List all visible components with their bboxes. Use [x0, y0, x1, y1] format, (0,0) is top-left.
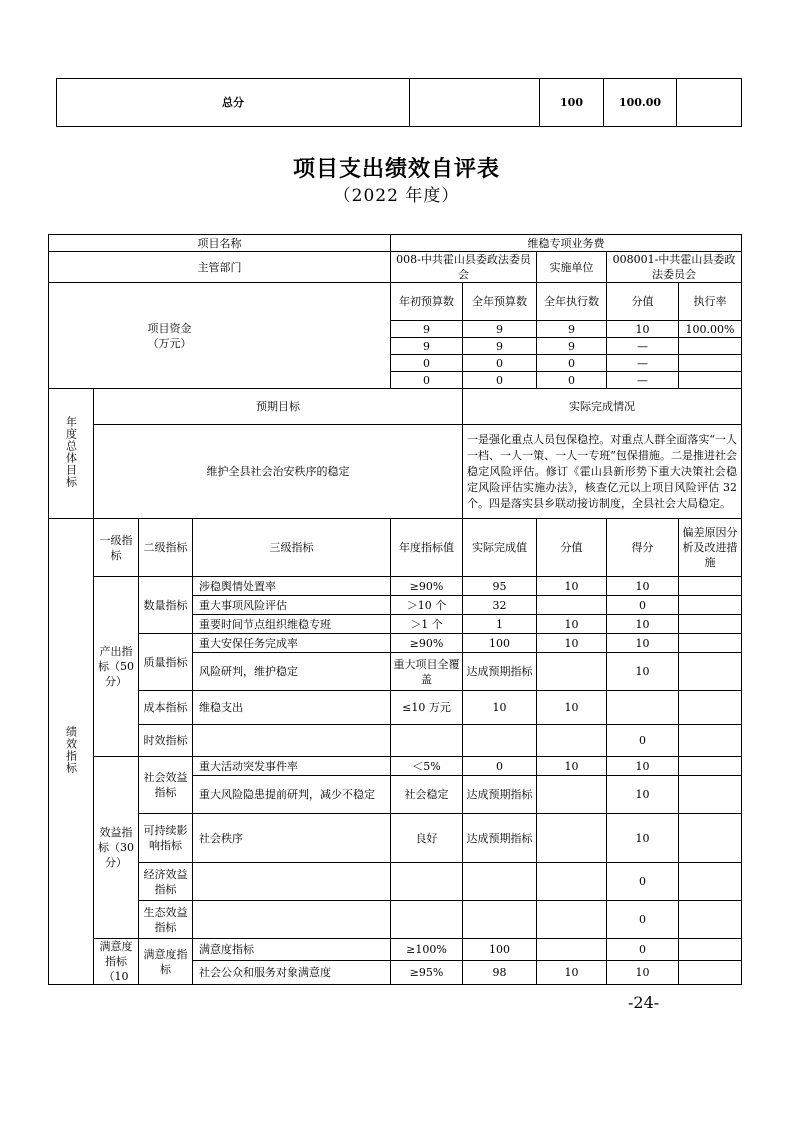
funds-row: 9 9 9 —	[49, 338, 742, 355]
funds-header-row	[49, 283, 742, 321]
indicator-row: 重要时间节点组织维稳专班 ＞1 个 1 10 10	[49, 615, 742, 634]
page-number: -24-	[628, 993, 660, 1012]
l2-sustainable: 可持续影响指标	[139, 814, 193, 863]
l2-social: 社会效益指标	[139, 757, 193, 814]
indicator-row: 效益指标（30分） 社会效益指标 重大活动突发事件率 ＜5% 0 10 10	[49, 757, 742, 776]
indicator-row: 质量指标 重大安保任务完成率 ≥90% 100 10 10	[49, 634, 742, 653]
indicator-header-row: 绩效指标 一级指标 二级指标 三级指标 年度指标值 实际完成值 分值 得分 偏差原因分析及改进措施	[49, 519, 742, 577]
dept-row	[49, 252, 742, 283]
total-row	[57, 79, 742, 127]
l1-benefit: 效益指标（30分）	[94, 757, 139, 939]
indicator-row: 产出指标（50分） 数量指标 涉稳舆情处置率 ≥90% 95 10 10	[49, 577, 742, 596]
page-title: 项目支出绩效自评表	[292, 156, 500, 182]
total-value: 100	[540, 79, 604, 127]
funds-header: 全年预算数	[463, 283, 537, 321]
dept-value: 008-中共霍山县委政法委员会	[391, 252, 537, 283]
l2-quality: 质量指标	[139, 634, 193, 691]
l1-satisfaction: 满意度指标（10	[94, 939, 139, 985]
dept-label: 主管部门	[49, 252, 391, 283]
l2-ecological: 生态效益指标	[139, 901, 193, 939]
page-subtitle: （2022 年度）	[333, 186, 460, 206]
project-name-value: 维稳专项业务费	[391, 235, 742, 252]
actual-result: 一是强化重点人员包保稳控。对重点人群全面落实“一人一档、一人一策、一人一专班”包保措施。二是推进社会稳定风险评估。修订《霍山县新形势下重大决策社会稳定风险评估实施办法》，核查亿元以上项目风险评估 32 个。四是落实县乡联动接访制度，全县社会大局稳定。	[463, 425, 742, 519]
l2-quantity: 数量指标	[139, 577, 193, 634]
l2-satisfaction: 满意度指标	[139, 939, 193, 985]
indicator-row: 成本指标 维稳支出 ≤10 万元 10 10	[49, 691, 742, 725]
total-score: 100.00	[604, 79, 677, 127]
goals-label: 年度总体目标	[49, 389, 94, 519]
indicator-row: 满意度指标（10 满意度指标 满意度指标 ≥100% 100 0	[49, 939, 742, 961]
l1-output: 产出指标（50分）	[94, 577, 139, 757]
indicator-row: 可持续影响指标 社会秩序 良好 达成预期指标 10	[49, 814, 742, 863]
indicator-row: 生态效益指标 0	[49, 901, 742, 939]
expected-goal: 维护全县社会治安秩序的稳定	[94, 425, 463, 519]
indicator-row: 经济效益指标 0	[49, 863, 742, 901]
total-label: 总分	[57, 79, 410, 127]
goals-row	[49, 425, 742, 519]
funds-row: 0 0 0 —	[49, 355, 742, 372]
funds-label: 项目资金 （万元）	[49, 283, 391, 389]
funds-row: 0 0 0 —	[49, 372, 742, 389]
expected-header: 预期目标	[94, 389, 463, 425]
funds-header: 全年执行数	[537, 283, 607, 321]
unit-value: 008001-中共霍山县委政法委员会	[607, 252, 742, 283]
l2-timeliness: 时效指标	[139, 725, 193, 757]
funds-header: 执行率	[679, 283, 742, 321]
funds-header: 年初预算数	[391, 283, 463, 321]
indicators-label: 绩效指标	[49, 519, 94, 985]
unit-label: 实施单位	[537, 252, 607, 283]
self-evaluation-table	[48, 234, 742, 985]
total-score-table	[56, 78, 742, 127]
project-name-row	[49, 235, 742, 252]
goals-header-row	[49, 389, 742, 425]
l2-cost: 成本指标	[139, 691, 193, 725]
indicator-row: 社会公众和服务对象满意度 ≥95% 98 10 10	[49, 960, 742, 984]
indicator-row: 重大风险隐患提前研判，减少不稳定 社会稳定 达成预期指标 10	[49, 776, 742, 814]
funds-header: 分值	[607, 283, 679, 321]
actual-header: 实际完成情况	[463, 389, 742, 425]
indicator-row: 风险研判，维护稳定 重大项目全覆盖 达成预期指标 10	[49, 653, 742, 691]
project-name-label: 项目名称	[49, 235, 391, 252]
funds-row: 9 9 9 10 100.00%	[49, 321, 742, 338]
indicator-row: 时效指标 0	[49, 725, 742, 757]
indicator-row: 重大事项风险评估 ＞10 个 32 0	[49, 596, 742, 615]
l2-economic: 经济效益指标	[139, 863, 193, 901]
